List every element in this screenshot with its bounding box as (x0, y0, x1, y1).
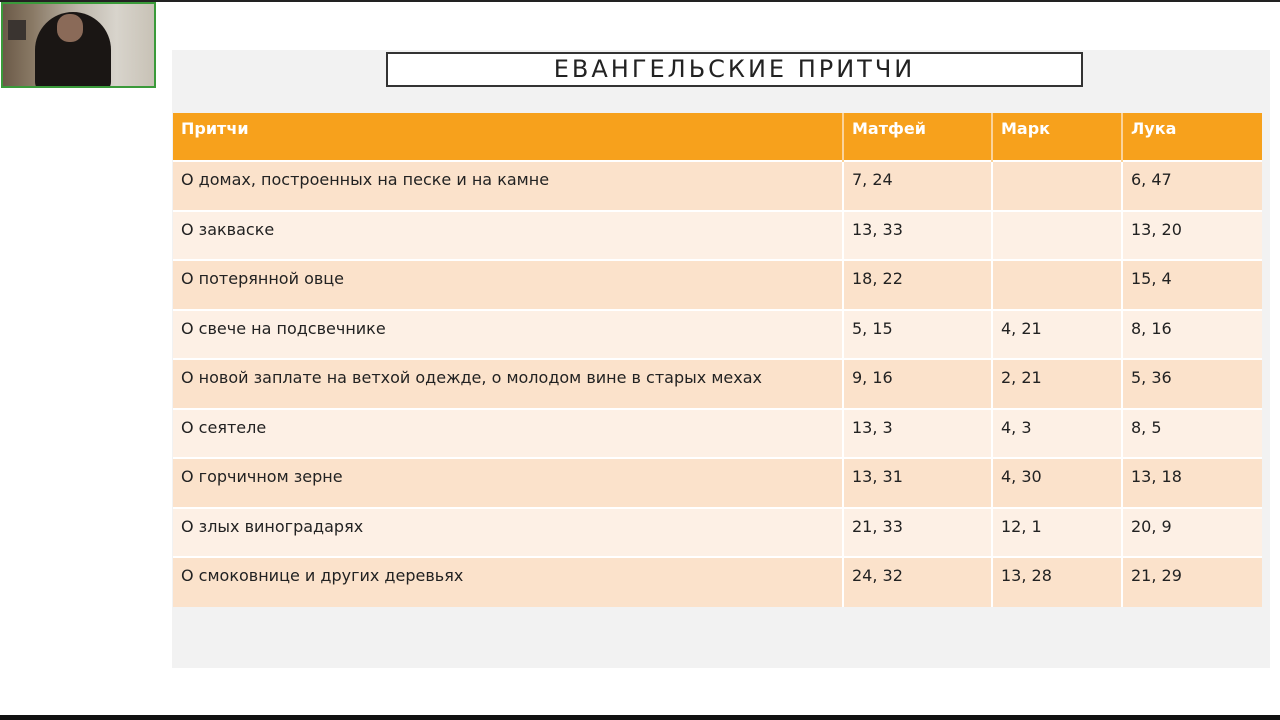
mark-ref: 2, 21 (992, 359, 1122, 409)
header-parables: Притчи (173, 113, 843, 161)
parable-name: О злых виноградарях (173, 508, 843, 558)
matthew-ref: 9, 16 (843, 359, 992, 409)
parable-name: О горчичном зерне (173, 458, 843, 508)
matthew-ref: 18, 22 (843, 260, 992, 310)
mark-ref: 13, 28 (992, 557, 1122, 607)
header-mark: Марк (992, 113, 1122, 161)
mark-ref: 4, 30 (992, 458, 1122, 508)
luke-ref: 15, 4 (1122, 260, 1262, 310)
parables-table (173, 113, 1262, 607)
mark-ref: 12, 1 (992, 508, 1122, 558)
header-luke: Лука (1122, 113, 1262, 161)
luke-ref: 8, 16 (1122, 310, 1262, 360)
table-row (173, 508, 1262, 558)
matthew-ref: 7, 24 (843, 161, 992, 211)
mark-ref: 4, 3 (992, 409, 1122, 459)
table-header-row (173, 113, 1262, 161)
parable-name: О смоковнице и других деревьях (173, 557, 843, 607)
presentation-slide (172, 50, 1270, 668)
luke-ref: 6, 47 (1122, 161, 1262, 211)
webcam-video-thumbnail[interactable] (1, 2, 156, 88)
presenter-face (57, 14, 83, 42)
table-row (173, 310, 1262, 360)
parable-name: О новой заплате на ветхой одежде, о молодом вине в старых мехах (173, 359, 843, 409)
luke-ref: 5, 36 (1122, 359, 1262, 409)
matthew-ref: 13, 3 (843, 409, 992, 459)
mark-ref (992, 211, 1122, 261)
matthew-ref: 13, 33 (843, 211, 992, 261)
parable-name: О закваске (173, 211, 843, 261)
bottom-border (0, 715, 1280, 720)
luke-ref: 13, 18 (1122, 458, 1262, 508)
slide-title: ЕВАНГЕЛЬСКИЕ ПРИТЧИ (386, 52, 1083, 87)
table-row (173, 458, 1262, 508)
parable-name: О свече на подсвечнике (173, 310, 843, 360)
matthew-ref: 5, 15 (843, 310, 992, 360)
top-border (0, 0, 1280, 2)
wall-icon-image (8, 20, 26, 40)
table-row (173, 359, 1262, 409)
table-row (173, 211, 1262, 261)
luke-ref: 13, 20 (1122, 211, 1262, 261)
matthew-ref: 13, 31 (843, 458, 992, 508)
mark-ref: 4, 21 (992, 310, 1122, 360)
luke-ref: 20, 9 (1122, 508, 1262, 558)
matthew-ref: 21, 33 (843, 508, 992, 558)
matthew-ref: 24, 32 (843, 557, 992, 607)
luke-ref: 21, 29 (1122, 557, 1262, 607)
table-row (173, 260, 1262, 310)
mark-ref (992, 260, 1122, 310)
luke-ref: 8, 5 (1122, 409, 1262, 459)
parable-name: О домах, построенных на песке и на камне (173, 161, 843, 211)
parable-name: О потерянной овце (173, 260, 843, 310)
header-matthew: Матфей (843, 113, 992, 161)
table-row (173, 409, 1262, 459)
table-row (173, 557, 1262, 607)
table-row (173, 161, 1262, 211)
mark-ref (992, 161, 1122, 211)
parable-name: О сеятеле (173, 409, 843, 459)
